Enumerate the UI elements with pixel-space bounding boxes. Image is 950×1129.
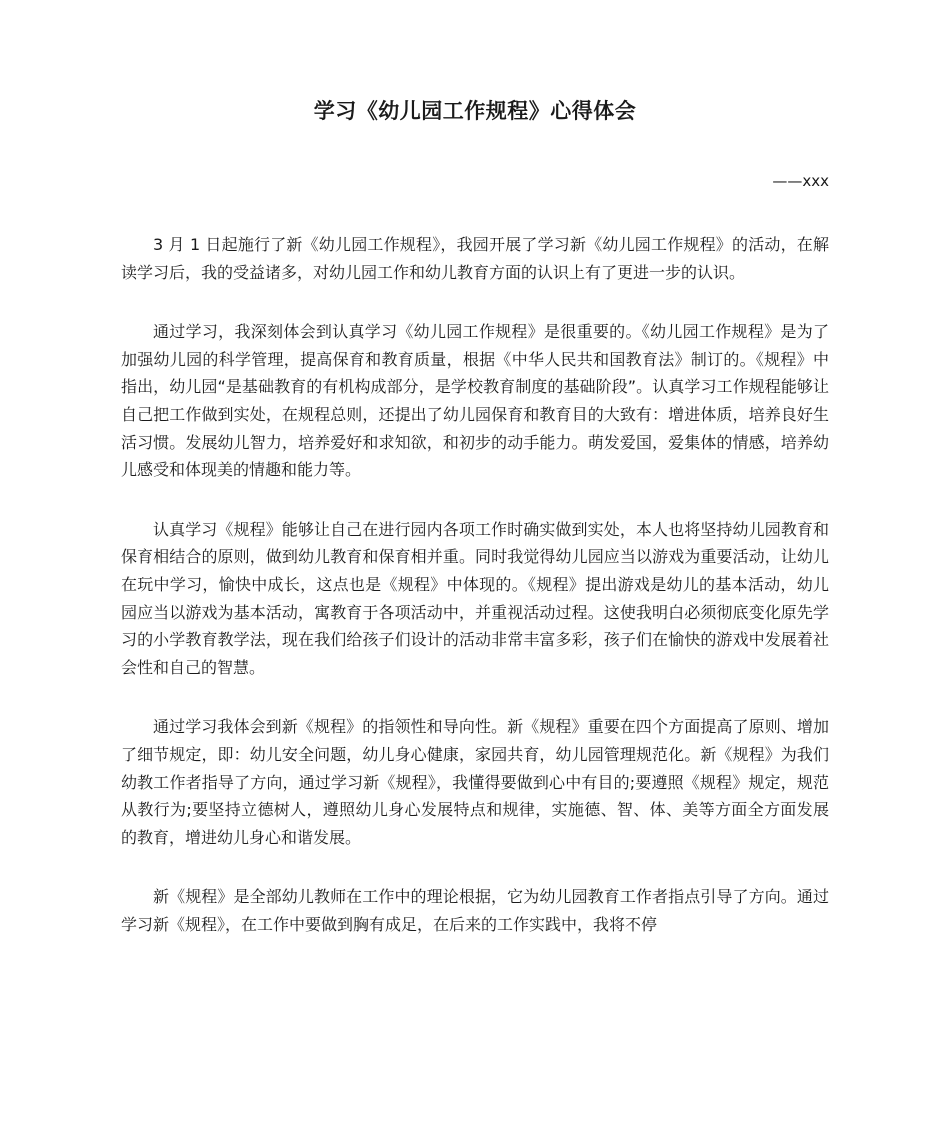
paragraph: 通过学习，我深刻体会到认真学习《幼儿园工作规程》是很重要的。《幼儿园工作规程》是为了加强幼儿园的科学管理，提高保育和教育质量，根据《中华人民共和国教育法》制订的。《规程》中指出，幼儿园“是基础教育的有机构成部分，是学校教育制度的基础阶段”。认真学习工作规程能够让自己把工作做到实处，在规程总则，还提出了幼儿园保育和教育目的大致有：增进体质，培养良好生活习惯。发展幼儿智力，培养爱好和求知欲，和初步的动手能力。萌发爱国，爱集体的情感，培养幼儿感受和体现美的情趣和能力等。 xyxy=(121,322,829,480)
paragraph: 认真学习《规程》能够让自己在进行园内各项工作时确实做到实处，本人也将坚持幼儿园教育和保育相结合的原则，做到幼儿教育和保育相并重。同时我觉得幼儿园应当以游戏为重要活动，让幼儿在玩中学习，愉快中成长，这点也是《规程》中体现的。《规程》提出游戏是幼儿的基本活动，幼儿园应当以游戏为基本活动，寓教育于各项活动中，并重视活动过程。这使我明白必须彻底变化原先学习的小学教育教学法，现在我们给孩子们设计的活动非常丰富多彩，孩子们在愉快的游戏中发展着社会性和自己的智慧。 xyxy=(121,519,829,677)
paragraph: 通过学习我体会到新《规程》的指领性和导向性。新《规程》重要在四个方面提高了原则、增加了细节规定，即：幼儿安全问题，幼儿身心健康，家园共育，幼儿园管理规范化。新《规程》为我们幼教工作者指导了方向，通过学习新《规程》，我懂得要做到心中有目的;要遵照《规程》规定，规范从教行为;要坚持立德树人，遵照幼儿身心发展特点和规律，实施德、智、体、美等方面全方面发展的教育，增进幼儿身心和谐发展。 xyxy=(121,717,829,847)
document-title: 学习《幼儿园工作规程》心得体会 xyxy=(313,99,637,123)
document-author: ——xxx xyxy=(772,172,829,190)
paragraph: 新《规程》是全部幼儿教师在工作中的理论根据，它为幼儿园教育工作者指点引导了方向。通过学习新《规程》，在工作中要做到胸有成足，在后来的工作实践中，我将不停 xyxy=(121,887,829,934)
paragraph: 3 月 1 日起施行了新《幼儿园工作规程》，我园开展了学习新《幼儿园工作规程》的活动，在解读学习后，我的受益诸多，对幼儿园工作和幼儿教育方面的认识上有了更进一步的认识。 xyxy=(121,235,829,282)
document-body xyxy=(121,231,829,970)
